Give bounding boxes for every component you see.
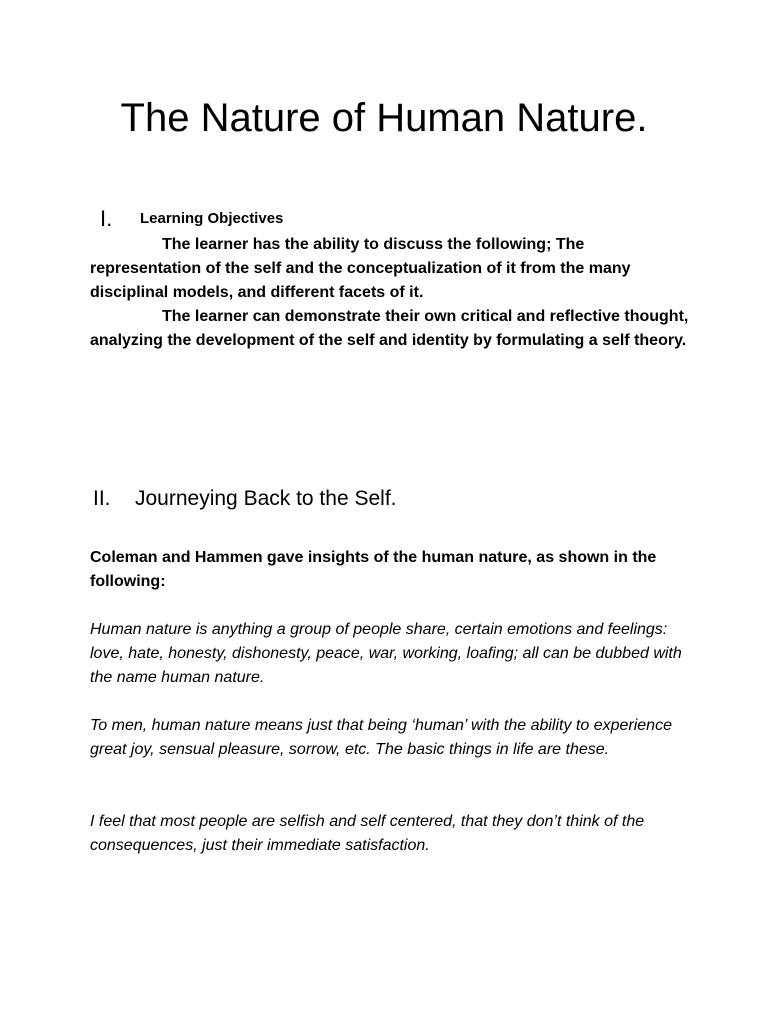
section-2-intro: Coleman and Hammen gave insights of the human nature, as shown in the following: xyxy=(90,549,657,590)
section-1-numeral: I. xyxy=(100,206,113,231)
quote-paragraph-1: Human nature is anything a group of people share, certain emotions and feelings: love, hate, honesty, dishonesty, peace, war, working, loafing; all can be dubbed with the name human nature. xyxy=(90,621,682,686)
objective-paragraph-2: The learner can demonstrate their own critical and reflective thought, analyzing the development of the self and identity by formulating a self theory. xyxy=(90,308,689,349)
section-2-heading: Journeying Back to the Self. xyxy=(135,487,397,510)
objective-paragraph-1: The learner has the ability to discuss the following; The representation of the self and the conceptualization of it from the many disciplinal models, and different facets of it. xyxy=(90,236,631,301)
section-1-heading: Learning Objectives xyxy=(140,210,284,227)
learning-objectives xyxy=(90,233,690,353)
document-title: The Nature of Human Nature. xyxy=(120,96,648,140)
quote-paragraph-3: I feel that most people are selfish and self centered, that they don’t think of the consequences, just their immediate satisfaction. xyxy=(90,813,645,854)
section-2-numeral: II. xyxy=(93,487,111,510)
quote-paragraph-2: To men, human nature means just that being ‘human’ with the ability to experience great joy, sensual pleasure, sorrow, etc. The basic things in life are these. xyxy=(90,717,672,758)
section-2-heading-row xyxy=(93,485,397,513)
